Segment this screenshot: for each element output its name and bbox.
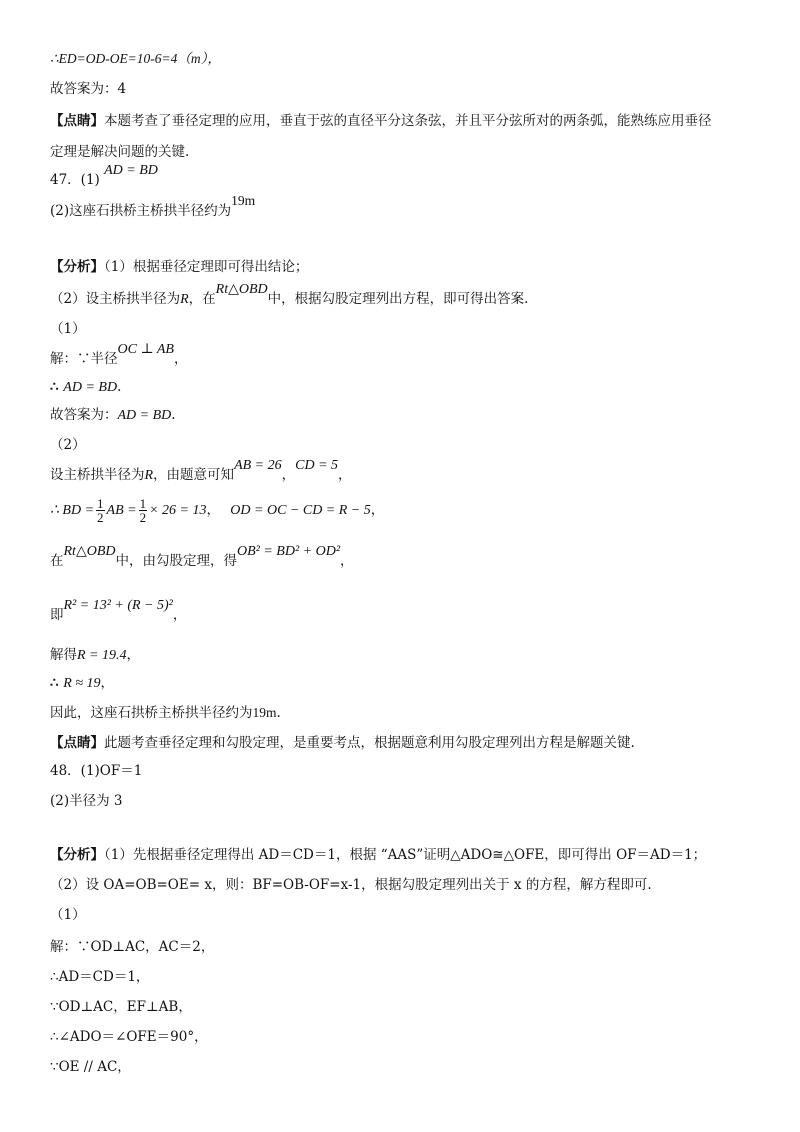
q47-part2-line4: 即R² = 13² + (R − 5)²， (50, 598, 187, 623)
q48-sol-line5: ∵OE // AC， (50, 1059, 131, 1075)
line-comment-46-cont: 定理是解决问题的关键. (50, 144, 190, 160)
q47-part2-line1: 设主桥拱半径为R，由题意可知AB = 26，CD = 5， (50, 458, 352, 483)
q48-answer-1: 48．(1)OF＝1 (50, 763, 143, 779)
q47-sol-line1: 解：∵半径OC ⊥ AB， (50, 342, 188, 367)
q48-analysis-2: （2）设 OA=OB=OE= x，则：BF=OB-OF=x-1，根据勾股定理列出关于 x 的方程，解方程即可. (50, 877, 652, 893)
q47-part2-line3: 在Rt△OBD中，由勾股定理，得OB² = BD² + OD²， (50, 544, 354, 569)
line-answer-4: 故答案为：4 (50, 81, 127, 97)
fraction-half: $\frac{1}{2}$ (97, 496, 104, 525)
q47-answer-1: 47．(1) AD = BD (50, 163, 158, 188)
line-ed-calc: ∴ED=OD-OE=10-6=4（m）， (50, 51, 221, 66)
q47-analysis-1: 【分析】（1）根据垂径定理即可得出结论； (50, 259, 309, 275)
q48-answer-2: (2)半径为 3 (50, 793, 123, 809)
fraction-half: $\frac{1}{2}$ (139, 496, 147, 525)
q47-analysis-2: （2）设主桥拱半径为R，在Rt△OBD中，根据勾股定理列出方程，即可得出答案. (50, 282, 529, 307)
q48-analysis-1: 【分析】（1）先根据垂径定理得出 AD＝CD＝1，根据 “AAS”证明△ADO≅△OFE，即可得出 OF＝AD＝1； (50, 847, 707, 863)
line-comment-46: 【点睛】本题考查了垂径定理的应用，垂直于弦的直径平分这条弦，并且平分弦所对的两条弧，能熟练应用垂径 (50, 113, 712, 129)
q47-part2-label: （2） (50, 437, 86, 453)
q47-part2-line7: 因此，这座石拱桥主桥拱半径约为19m. (50, 705, 281, 721)
q48-sol-line4: ∴∠ADO＝∠OFE＝90°， (50, 1029, 208, 1045)
q47-part2-line5: 解得R = 19.4， (50, 647, 140, 663)
q47-part1-label: （1） (50, 321, 86, 337)
q48-sol-line2: ∴AD＝CD＝1， (50, 969, 150, 985)
q47-part2-line2: ∴ BD = $\frac{1}{2}$ AB = $\frac{1}{2}$ × 26 = 13， OD = OC − CD = R − 5， (50, 496, 385, 525)
q47-part2-line6: ∴ R ≈ 19， (50, 675, 115, 691)
q48-part1-label: （1） (50, 907, 86, 923)
q47-sol-line2: ∴ AD = BD. (50, 379, 122, 395)
q47-answer-2: (2)这座石拱桥主桥拱半径约为19m (50, 193, 256, 219)
q48-sol-line3: ∵OD⊥AC，EF⊥AB， (50, 999, 192, 1015)
q47-sol-line3: 故答案为：AD = BD. (50, 407, 176, 423)
q48-sol-line1: 解：∵OD⊥AC，AC＝2， (50, 939, 215, 955)
q47-comment: 【点睛】此题考查垂径定理和勾股定理，是重要考点，根据题意利用勾股定理列出方程是解题关键. (50, 735, 635, 751)
